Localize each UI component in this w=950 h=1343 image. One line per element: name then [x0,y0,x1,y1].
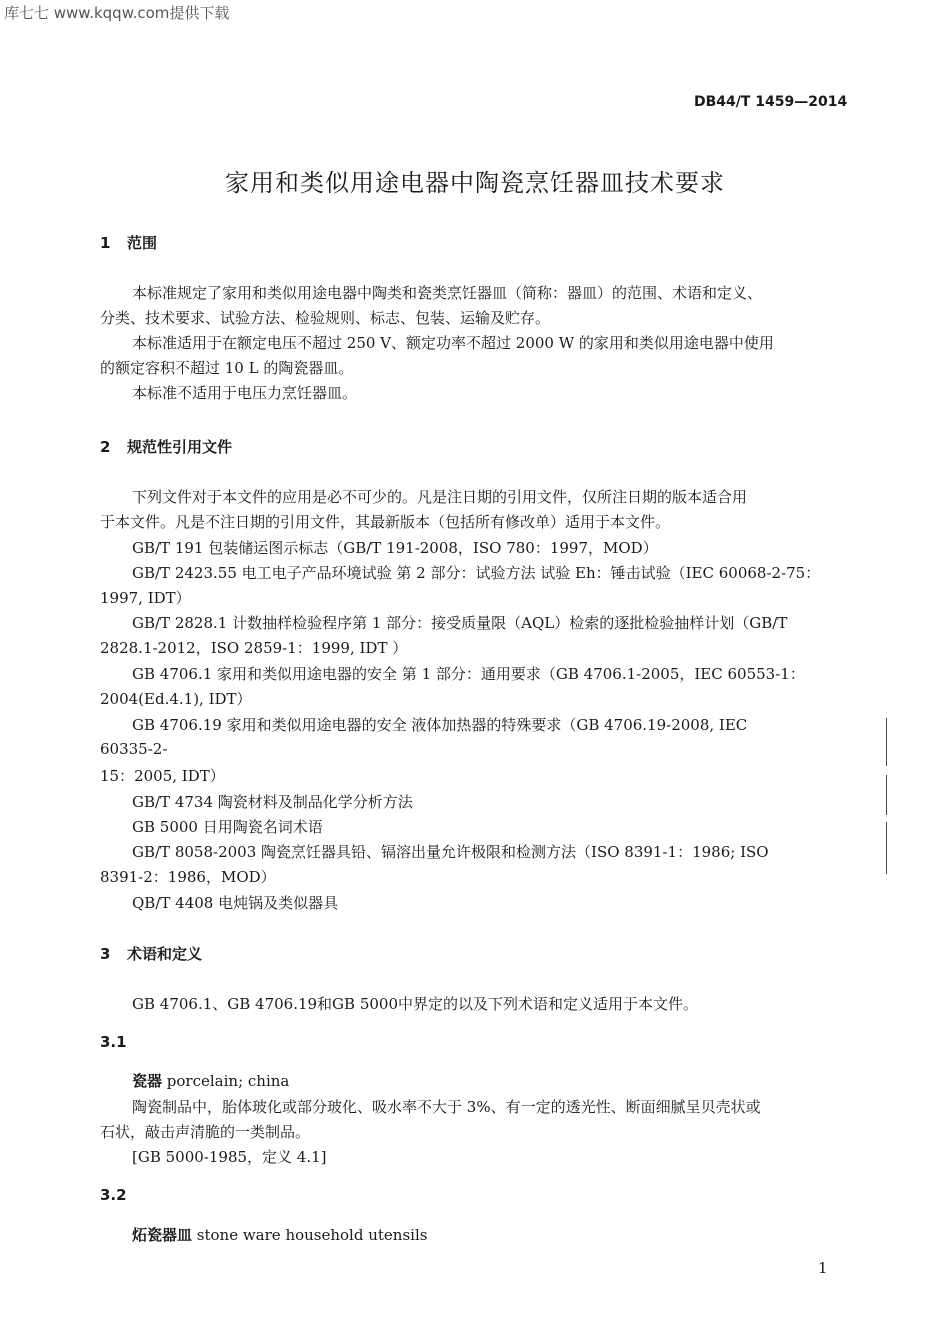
paragraph-line: 本标准适用于在额定电压不超过 250 V、额定功率不超过 2000 W 的家用和类似用途电器中使用 [132,334,774,352]
paragraph-line: 本标准不适用于电压力烹饪器皿。 [132,384,358,402]
reference-line: GB/T 2828.1 计数抽样检验程序第 1 部分：接受质量限（AQL）检索的逐批检验抽样计划（GB/T [132,614,788,632]
section-2-heading [100,436,232,457]
section-number: 1 [100,234,111,252]
reference-line: GB 4706.19 家用和类似用途电器的安全 液体加热器的特殊要求（GB 4706.19-2008, IEC [132,716,748,734]
definition-source: [GB 5000-1985，定义 4.1] [132,1148,327,1166]
paragraph-line: 本标准规定了家用和类似用途电器中陶类和瓷类烹饪器皿（简称：器皿）的范围、术语和定义、 [132,284,763,302]
definition-line: 石状，敲击声清脆的一类制品。 [100,1123,311,1141]
term-chinese: 炻瓷器皿 [132,1226,193,1244]
section-1-heading [100,232,157,253]
reference-line: GB/T 191 包装储运图示标志（GB/T 191-2008，ISO 780：1997，MOD） [132,539,658,557]
page-number: 1 [818,1259,828,1277]
term-line [132,1070,289,1091]
paragraph-line: 的额定容积不超过 10 L 的陶瓷器皿。 [100,359,354,377]
section-number: 2 [100,438,111,456]
document-title: 家用和类似用途电器中陶瓷烹饪器皿技术要求 [225,169,725,197]
reference-line: 8391-2：1986，MOD） [100,868,276,886]
reference-line: 2004(Ed.4.1), IDT） [100,690,252,708]
term-chinese: 瓷器 [132,1072,163,1090]
reference-line: 60335-2- [100,740,168,758]
section-title: 范围 [127,234,158,252]
reference-line: GB 5000 日用陶瓷名词术语 [132,818,323,836]
margin-rule [886,775,887,815]
subsection-number: 3.1 [100,1033,127,1051]
reference-line: GB 4706.1 家用和类似用途电器的安全 第 1 部分：通用要求（GB 4706.1-2005，IEC 60553-1： [132,665,805,683]
paragraph-line: 分类、技术要求、试验方法、检验规则、标志、包装、运输及贮存。 [100,309,551,327]
paragraph-line: 于本文件。凡是不注日期的引用文件，其最新版本（包括所有修改单）适用于本文件。 [100,513,671,531]
margin-rule [886,718,887,766]
term-line [132,1224,427,1245]
reference-line: 15：2005, IDT） [100,767,225,785]
reference-line: 2828.1-2012，ISO 2859-1：1999, IDT ） [100,639,408,657]
definition-line: 陶瓷制品中，胎体玻化或部分玻化、吸水率不大于 3%、有一定的透光性、断面细腻呈贝壳状或 [132,1098,761,1116]
paragraph-line: 下列文件对于本文件的应用是必不可少的。凡是注日期的引用文件，仅所注日期的版本适合用 [132,488,748,506]
document-number: DB44/T 1459—2014 [694,94,848,110]
term-english: porcelain; china [162,1072,290,1090]
paragraph-line: GB 4706.1、GB 4706.19和GB 5000中界定的以及下列术语和定义适用于本文件。 [132,995,699,1013]
subsection-number: 3.2 [100,1186,127,1204]
section-title: 术语和定义 [127,945,203,963]
margin-rule [886,822,887,874]
watermark: 库七七 www.kqqw.com提供下载 [4,4,230,22]
section-3-heading [100,943,202,964]
reference-line: GB/T 2423.55 电工电子产品环境试验 第 2 部分：试验方法 试验 Eh：锤击试验（IEC 60068-2-75： [132,564,821,582]
reference-line: QB/T 4408 电炖锅及类似器具 [132,894,339,912]
term-english: stone ware household utensils [192,1226,428,1244]
reference-line: GB/T 4734 陶瓷材料及制品化学分析方法 [132,793,413,811]
reference-line: 1997, IDT） [100,589,191,607]
section-number: 3 [100,945,111,963]
reference-line: GB/T 8058-2003 陶瓷烹饪器具铅、镉溶出量允许极限和检测方法（ISO 8391-1：1986; ISO [132,843,769,861]
section-title: 规范性引用文件 [127,438,233,456]
